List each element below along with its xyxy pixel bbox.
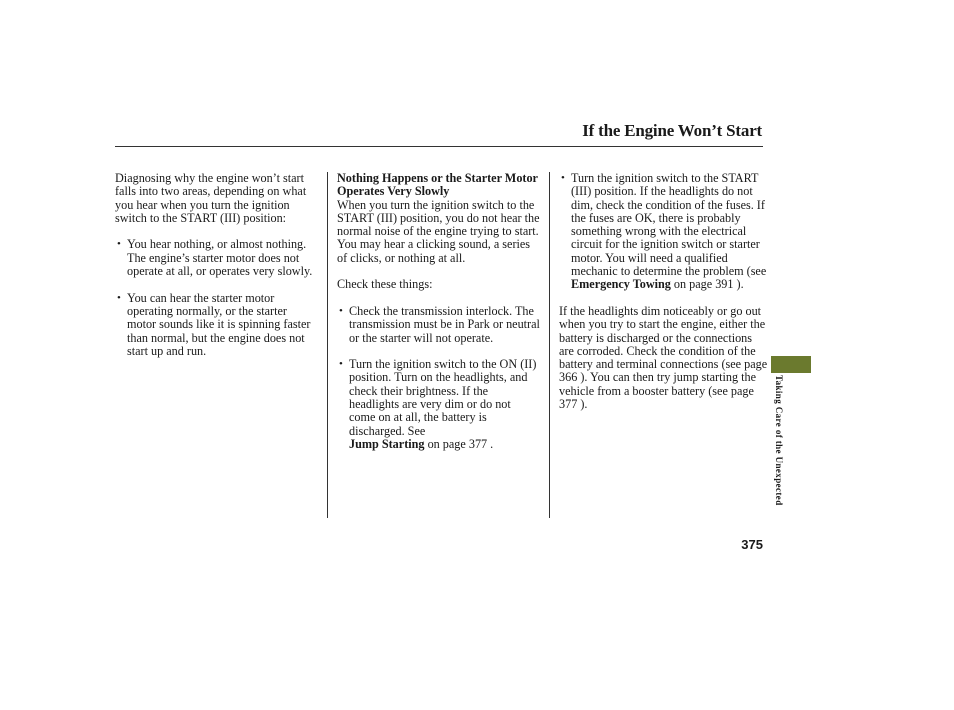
section-paragraph: When you turn the ignition switch to the START (III) position, you do not hear the normal noise of the engine trying to start. You may hear a clicking sound, a series of clicks, or nothing at all. <box>337 197 540 265</box>
emergency-towing-link[interactable]: Emergency Towing <box>571 277 671 292</box>
page-title: If the Engine Won’t Start <box>582 121 762 140</box>
jump-starting-link[interactable]: Jump Starting <box>349 436 425 451</box>
column-2 <box>337 172 540 465</box>
check-list <box>337 305 540 451</box>
column-1 <box>115 172 318 371</box>
list-item-text: Turn the ignition switch to the ON (II) position. Turn on the headlights, and check their brightness. If the headlights are very dim or do not come on at all, the battery is discharged. See <box>349 357 537 438</box>
symptom-list <box>115 238 318 358</box>
check-label: Check these things: <box>337 277 433 292</box>
title-rule <box>115 146 763 147</box>
section-side-label: Taking Care of the Unexpected <box>774 375 784 506</box>
list-item: • You can hear the starter motor operating normally, or the starter motor sounds like it is spinning faster than normal, but the engine does not start up and run. <box>115 292 318 358</box>
section-block <box>337 172 540 265</box>
list-item: • You hear nothing, or almost nothing. The engine’s starter motor does not operate at all, or operates very slowly. <box>115 238 318 278</box>
page-reference: on page 391 ). <box>673 277 744 292</box>
page-reference: on page 377 . <box>427 436 494 451</box>
check-list-continued <box>559 172 769 292</box>
list-item: • Check the transmission interlock. The transmission must be in Park or neutral or the starter will not operate. <box>337 305 540 345</box>
headlights-paragraph: If the headlights dim noticeably or go out when you try to start the engine, either the battery is discharged or the connections are corroded. Check the condition of the battery and terminal connections (see page 366 ). You can then try jump starting the vehicle from a booster battery (see page 377 ). <box>559 303 768 412</box>
list-item <box>337 358 540 451</box>
section-tab <box>771 356 811 373</box>
column-3 <box>559 172 769 425</box>
list-item-text: Turn the ignition switch to the START (III) position. If the headlights do not dim, check the condition of the fuses. If the fuses are OK, there is probably something wrong with the electrical circuit for the ignition switch or starter motor. You will need a qualified mechanic to determine the problem (see <box>571 171 767 279</box>
intro-paragraph: Diagnosing why the engine won’t start falls into two areas, depending on what you hear when you turn the ignition switch to the START (III) position: <box>115 171 307 225</box>
list-item <box>559 172 769 292</box>
column-divider <box>549 172 550 518</box>
page-number: 375 <box>741 537 763 552</box>
column-divider <box>327 172 328 518</box>
section-heading: Nothing Happens or the Starter Motor Operates Very Slowly <box>337 171 538 199</box>
